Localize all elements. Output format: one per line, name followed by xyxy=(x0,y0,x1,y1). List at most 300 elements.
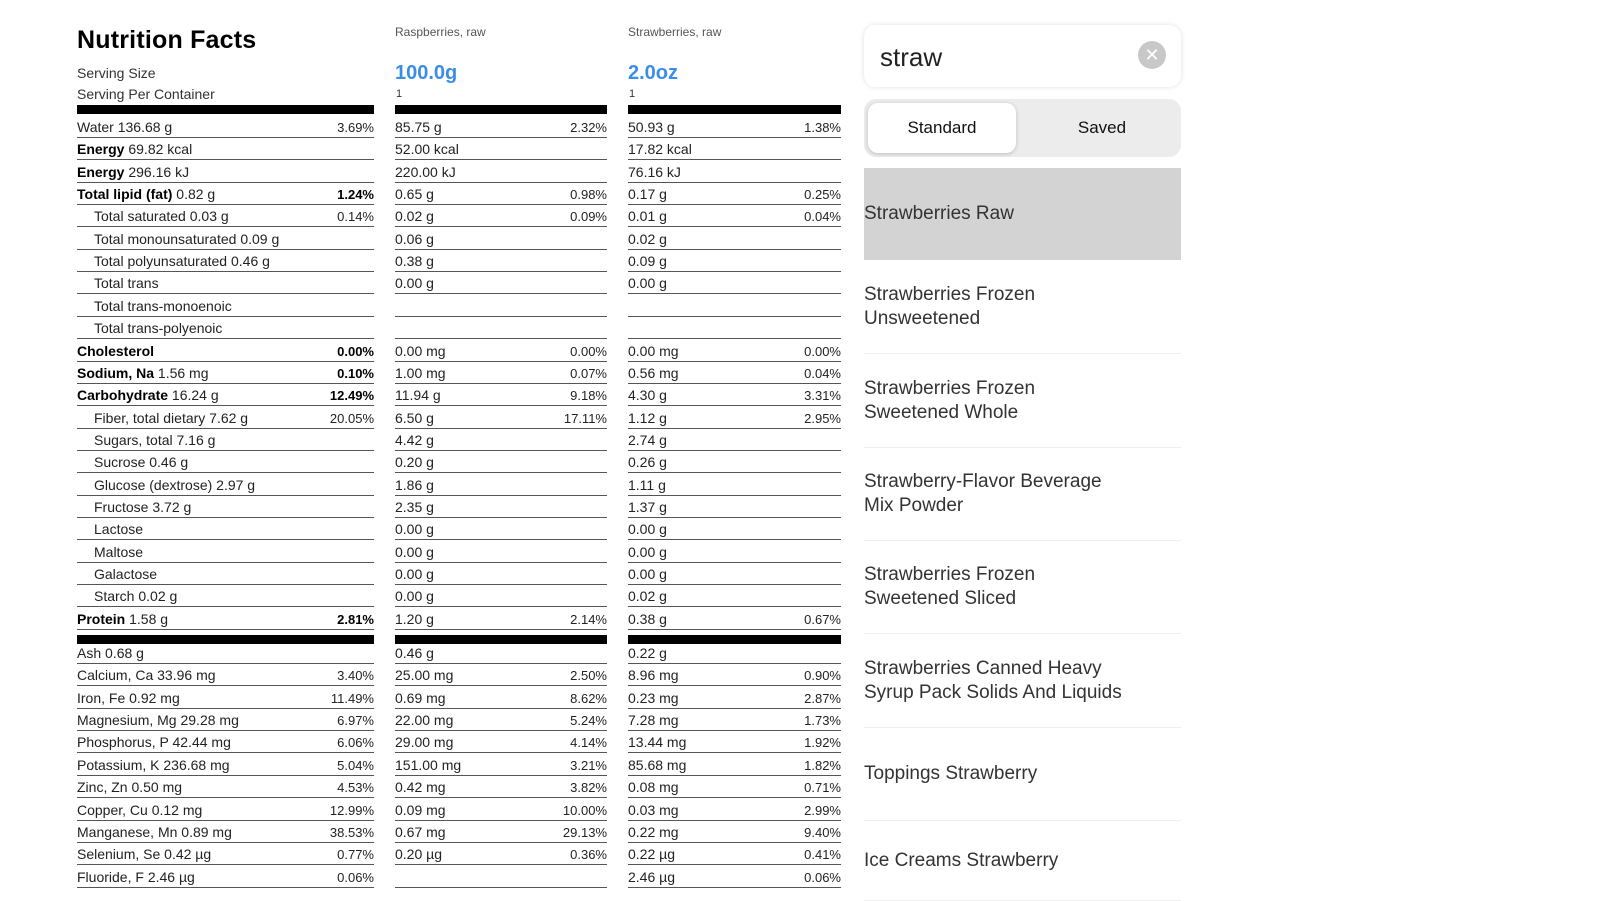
nutrient-amount: 7.16 g xyxy=(176,431,216,448)
nutrient-value: 0.00 g xyxy=(395,275,434,292)
nutrient-value xyxy=(77,164,189,180)
nutrient-percent: 4.53% xyxy=(337,780,374,796)
nutrient-percent: 0.00% xyxy=(570,343,607,359)
segment-saved[interactable]: Saved xyxy=(1077,118,1127,137)
nutrient-row-a xyxy=(395,451,607,473)
serving-amount-raspberries[interactable]: 100.0g xyxy=(395,62,458,84)
nutrient-row-b xyxy=(628,541,841,563)
nutrient-value: 0.22 mg xyxy=(628,823,679,840)
nutrient-percent: 8.62% xyxy=(570,690,607,706)
nutrient-row-total xyxy=(77,731,374,753)
search-result-label xyxy=(864,762,1037,786)
search-result-item[interactable] xyxy=(864,261,1181,354)
nutrient-amount: 0.02 g xyxy=(138,588,178,605)
nutrient-value: 0.65 g xyxy=(395,186,434,203)
nutrient-row-total xyxy=(77,687,374,709)
search-bar xyxy=(864,25,1181,87)
nutrient-value: 0.67 mg xyxy=(395,823,446,840)
nutrient-row-a xyxy=(395,843,607,865)
nutrient-row-b xyxy=(628,642,841,664)
nutrient-row-b xyxy=(628,295,841,317)
nutrient-label: Cholesterol xyxy=(77,342,155,359)
nutrient-value: 4.42 g xyxy=(395,431,434,448)
nutrient-percent: 0.67% xyxy=(804,611,841,627)
nutrient-amount: 2.97 g xyxy=(216,476,256,493)
nutrient-value: 0.20 g xyxy=(395,454,434,471)
nutrient-row-a xyxy=(395,496,607,518)
nutrient-percent: 0.10% xyxy=(337,365,374,381)
nutrient-row-b xyxy=(628,563,841,585)
nutrient-amount: 29.28 mg xyxy=(180,712,239,729)
nutrient-value: 1.20 g xyxy=(395,610,434,627)
nutrient-percent: 29.13% xyxy=(562,824,607,840)
nutrient-row-a xyxy=(395,295,607,317)
nutrient-row-a xyxy=(395,474,607,496)
nutrient-label: Potassium, K xyxy=(77,756,160,773)
search-result-item[interactable] xyxy=(864,448,1181,541)
nutrient-percent: 6.06% xyxy=(337,735,374,751)
nutrient-row-b xyxy=(628,518,841,540)
nutrient-percent: 0.14% xyxy=(337,209,374,225)
nutrient-row-total xyxy=(77,272,374,294)
nutrient-percent: 12.49% xyxy=(329,388,374,404)
search-result-item[interactable] xyxy=(864,821,1181,901)
nutrient-value: 0.08 mg xyxy=(628,779,679,796)
nutrient-value: 0.69 mg xyxy=(395,689,446,706)
nutrient-value: 0.00 g xyxy=(395,543,434,560)
search-result-item[interactable] xyxy=(864,635,1181,728)
nutrient-label: Total trans-polyenoic xyxy=(94,320,223,337)
nutrient-value xyxy=(77,611,168,627)
nutrient-row-a xyxy=(395,362,607,384)
nutrient-value xyxy=(77,802,202,818)
search-result-item[interactable] xyxy=(864,728,1181,821)
nutrient-row-a xyxy=(395,687,607,709)
nutrient-percent: 10.00% xyxy=(562,802,607,818)
nutrient-value xyxy=(77,645,144,661)
nutrient-value: 13.44 mg xyxy=(628,734,687,751)
nutrient-amount: 0.03 g xyxy=(189,208,229,225)
nutrient-label: Glucose (dextrose) xyxy=(94,476,213,493)
nutrient-value: 0.46 g xyxy=(395,645,434,662)
nutrient-row-total xyxy=(77,799,374,821)
nutrient-row-a xyxy=(395,317,607,339)
nutrient-label: Fiber, total dietary xyxy=(94,409,206,426)
nutrient-label: Total saturated xyxy=(94,208,186,225)
search-result-line: Sweetened Whole xyxy=(864,402,1019,423)
nutrient-row-b xyxy=(628,228,841,250)
nutrient-amount: 0.42 µg xyxy=(164,846,212,863)
nutrient-row-b xyxy=(628,731,841,753)
nutrient-percent: 3.21% xyxy=(570,757,607,773)
nutrient-row-b xyxy=(628,272,841,294)
nutrient-row-a xyxy=(395,407,607,429)
nutrient-value xyxy=(77,757,230,773)
nutrient-value: 0.00 mg xyxy=(628,342,679,359)
nutrient-row-b xyxy=(628,687,841,709)
nutrient-percent: 2.14% xyxy=(570,611,607,627)
nutrient-row-total xyxy=(77,821,374,843)
nutrient-amount: 1.56 mg xyxy=(157,364,209,381)
nutrient-amount: 0.50 mg xyxy=(131,779,183,796)
nutrient-percent: 5.24% xyxy=(570,713,607,729)
nutrient-row-total xyxy=(77,496,374,518)
search-result-label xyxy=(864,283,1035,331)
nutrient-value: 0.20 µg xyxy=(395,846,442,863)
nutrient-value: 1.12 g xyxy=(628,409,667,426)
nutrient-row-b xyxy=(628,451,841,473)
nutrient-amount: 0.89 mg xyxy=(181,823,232,840)
nutrient-percent: 0.06% xyxy=(337,869,374,885)
nutrient-amount: 296.16 kJ xyxy=(128,163,190,180)
nutrient-value xyxy=(77,824,232,840)
nutrient-row-a xyxy=(395,754,607,776)
nutrient-value: 0.02 g xyxy=(628,588,667,605)
nutrient-value: 0.02 g xyxy=(395,208,434,225)
nutrient-label: Copper, Cu xyxy=(77,801,148,818)
nutrient-value xyxy=(77,477,255,493)
nutrient-value: 0.42 mg xyxy=(395,779,446,796)
nutrient-percent: 1.38% xyxy=(804,120,841,135)
nutrient-value: 22.00 mg xyxy=(395,712,454,729)
thick-divider xyxy=(77,105,374,114)
nutrient-row-b xyxy=(628,138,841,160)
nutrient-value: 7.28 mg xyxy=(628,712,679,729)
nutrient-row-total xyxy=(77,138,374,160)
serving-count-raspberries: 1 xyxy=(396,88,403,100)
nutrient-label: Sugars, total xyxy=(94,431,173,448)
nutrient-row-total xyxy=(77,608,374,630)
search-result-line: Strawberries Canned Heavy xyxy=(864,658,1102,679)
nutrient-value: 220.00 kJ xyxy=(395,163,456,180)
nutrient-percent: 0.90% xyxy=(804,668,841,684)
nutrient-row-a xyxy=(395,205,607,227)
nutrient-value xyxy=(77,869,195,885)
nutrient-row-a xyxy=(395,384,607,406)
nutrient-value: 2.46 µg xyxy=(628,868,675,885)
nutrient-row-a xyxy=(395,799,607,821)
nutrient-label: Total polyunsaturated xyxy=(94,253,228,270)
nutrient-row-total xyxy=(77,518,374,540)
nutrient-row-a xyxy=(395,642,607,664)
serving-count-strawberries: 1 xyxy=(629,88,636,100)
nutrient-label: Carbohydrate xyxy=(77,387,169,404)
nutrient-row-total xyxy=(77,250,374,272)
nutrient-percent: 0.77% xyxy=(337,847,374,863)
nutrient-label: Iron, Fe xyxy=(77,689,126,706)
serving-amount-strawberries[interactable]: 2.0oz xyxy=(628,62,679,84)
nutrient-row-total xyxy=(77,664,374,686)
nutrient-label: Selenium, Se xyxy=(77,846,161,863)
nutrient-row-b xyxy=(628,799,841,821)
search-result-line: Mix Powder xyxy=(864,495,964,516)
nutrient-row-total xyxy=(77,429,374,451)
nutrient-value: 0.38 g xyxy=(395,253,434,270)
nutrient-row-total xyxy=(77,407,374,429)
nutrient-percent: 0.09% xyxy=(570,209,607,225)
nutrient-value xyxy=(77,387,219,403)
nutrient-row-a xyxy=(395,429,607,451)
nutrient-label: Energy xyxy=(77,141,125,158)
nutrient-amount: 0.68 g xyxy=(105,645,144,662)
nutrient-percent: 1.24% xyxy=(337,187,374,203)
nutrient-value: 0.00 g xyxy=(395,521,434,538)
nutrient-value xyxy=(77,141,192,157)
nutrient-row-b xyxy=(628,821,841,843)
nutrient-label: Maltose xyxy=(94,543,144,560)
search-result-item[interactable] xyxy=(864,541,1181,634)
nutrient-row-a xyxy=(395,585,607,607)
search-result-line: Syrup Pack Solids And Liquids xyxy=(864,682,1122,703)
nutrient-value: 0.06 g xyxy=(395,230,434,247)
nutrient-value xyxy=(77,566,157,582)
search-result-line: Strawberries Frozen xyxy=(864,284,1036,305)
nutrient-row-a xyxy=(395,776,607,798)
nutrient-value: 50.93 g xyxy=(628,119,675,135)
nutrient-label: Sucrose xyxy=(94,454,146,471)
nutrient-row-b xyxy=(628,474,841,496)
nutrient-percent: 38.53% xyxy=(329,824,374,840)
nutrient-value: 0.22 µg xyxy=(628,846,675,863)
nutrient-percent: 1.73% xyxy=(804,713,841,729)
nutrient-value xyxy=(77,275,159,291)
search-result-label xyxy=(864,657,1122,705)
nutrient-value: 2.35 g xyxy=(395,498,434,515)
nutrient-row-b xyxy=(628,384,841,406)
nutrient-label: Galactose xyxy=(94,566,158,582)
nutrient-percent: 20.05% xyxy=(329,410,374,426)
search-result-label xyxy=(864,849,1058,873)
search-result-line: Toppings Strawberry xyxy=(864,763,1038,784)
nutrient-label: Fructose xyxy=(94,498,149,515)
nutrient-row-total xyxy=(77,161,374,183)
nutrient-row-a xyxy=(395,563,607,585)
nutrient-percent: 1.92% xyxy=(804,735,841,751)
nutrient-percent: 1.82% xyxy=(804,757,841,773)
nutrient-row-a xyxy=(395,541,607,563)
nutrient-row-b xyxy=(628,250,841,272)
nutrient-value: 85.68 mg xyxy=(628,756,687,773)
nutrient-label: Calcium, Ca xyxy=(77,667,154,684)
segmented-control xyxy=(864,99,1181,157)
nutrient-value: 85.75 g xyxy=(395,119,442,135)
nutrient-value xyxy=(77,521,143,537)
nutrient-percent: 17.11% xyxy=(563,410,607,426)
nutrient-value: 1.37 g xyxy=(628,498,667,515)
nutrient-percent: 4.14% xyxy=(570,735,607,751)
nutrient-percent: 3.31% xyxy=(804,388,841,404)
nutrient-value xyxy=(77,846,211,862)
nutrient-value: 0.00 mg xyxy=(395,342,446,359)
nutrient-row-total xyxy=(77,754,374,776)
nutrient-row-a xyxy=(395,518,607,540)
nutrient-percent: 3.69% xyxy=(337,120,374,135)
nutrient-row-b xyxy=(628,585,841,607)
nutrient-value: 17.82 kcal xyxy=(628,141,692,158)
nutrient-value xyxy=(77,298,232,314)
nutrient-value: 52.00 kcal xyxy=(395,141,459,158)
nutrient-value: 25.00 mg xyxy=(395,667,454,684)
nutrient-percent: 0.71% xyxy=(804,780,841,796)
nutrient-amount: 69.82 kcal xyxy=(128,141,193,158)
nutrient-row-total xyxy=(77,474,374,496)
nutrient-value xyxy=(77,119,172,135)
servings-per-container-label: Serving Per Container xyxy=(77,86,215,102)
nutrient-value xyxy=(77,410,248,426)
nutrient-value: 76.16 kJ xyxy=(628,163,681,180)
search-result-line: Strawberries Frozen xyxy=(864,378,1036,399)
nutrient-row-b xyxy=(628,608,841,630)
nutrient-percent: 2.81% xyxy=(337,611,374,627)
nutrient-percent: 0.98% xyxy=(570,187,607,203)
nutrient-value xyxy=(77,208,229,224)
nutrient-label: Manganese, Mn xyxy=(77,823,178,840)
nutrient-row-total xyxy=(77,541,374,563)
nutrient-value xyxy=(77,320,222,336)
search-result-label xyxy=(864,470,1102,518)
nutrient-row-a xyxy=(395,340,607,362)
clear-search-icon[interactable]: ✕ xyxy=(1138,41,1166,69)
nutrient-value: 151.00 mg xyxy=(395,756,462,773)
nutrient-value: 0.26 g xyxy=(628,454,667,471)
nutrient-row-b xyxy=(628,407,841,429)
nutrient-value xyxy=(77,432,215,448)
nutrient-amount: 0.82 g xyxy=(176,186,216,203)
nutrient-value: 1.86 g xyxy=(395,476,434,493)
nutrient-row-a xyxy=(395,608,607,630)
nutrient-percent: 9.18% xyxy=(570,388,607,404)
search-result-item[interactable] xyxy=(864,355,1181,448)
nutrient-amount: 3.72 g xyxy=(152,498,192,515)
nutrient-label: Total monounsaturated xyxy=(94,230,237,247)
search-input[interactable] xyxy=(878,39,1132,75)
thick-divider xyxy=(628,105,841,114)
search-result-item[interactable] xyxy=(864,168,1181,260)
nutrient-value xyxy=(77,734,231,750)
nutrient-amount: 236.68 mg xyxy=(163,756,230,773)
nutrient-value: 0.09 mg xyxy=(395,801,446,818)
nutrient-label: Lactose xyxy=(94,521,144,538)
nutrient-percent: 12.99% xyxy=(329,802,374,818)
nutrient-label: Fluoride, F xyxy=(77,868,144,885)
nutrient-row-a xyxy=(395,709,607,731)
nutrient-row-total xyxy=(77,451,374,473)
nutrient-value xyxy=(77,365,209,381)
segment-standard[interactable]: Standard xyxy=(868,103,1016,153)
nutrient-value: 0.22 g xyxy=(628,645,667,662)
nutrient-value: 0.00 g xyxy=(628,543,667,560)
nutrient-row-total xyxy=(77,317,374,339)
nutrient-percent: 0.04% xyxy=(804,365,841,381)
search-result-label xyxy=(864,563,1035,611)
nutrient-percent: 2.87% xyxy=(804,690,841,706)
nutrient-row-total xyxy=(77,563,374,585)
nutrient-percent: 11.49% xyxy=(330,690,374,706)
nutrient-amount: 42.44 mg xyxy=(172,734,231,751)
nutrient-row-a xyxy=(395,866,607,888)
nutrient-percent: 0.41% xyxy=(804,847,841,863)
nutrient-row-a xyxy=(395,138,607,160)
nutrient-value xyxy=(77,544,143,560)
nutrient-percent: 5.04% xyxy=(337,757,374,773)
nutrient-percent: 2.99% xyxy=(804,802,841,818)
nutrient-amount: 0.12 mg xyxy=(151,801,203,818)
nutrient-label: Ash xyxy=(77,645,102,662)
nutrient-amount: 0.09 g xyxy=(240,230,280,247)
nutrient-percent: 0.36% xyxy=(570,847,607,863)
thick-divider xyxy=(395,105,607,114)
nutrient-value: 0.00 g xyxy=(628,566,667,582)
nutrient-value: 0.56 mg xyxy=(628,364,679,381)
nutrient-label: Phosphorus, P xyxy=(77,734,169,751)
nutrient-value: 29.00 mg xyxy=(395,734,454,751)
nutrient-label: Energy xyxy=(77,163,125,180)
search-result-line: Strawberries Raw xyxy=(864,203,1014,224)
serving-size-label: Serving Size xyxy=(77,65,156,81)
nutrient-percent: 0.04% xyxy=(804,209,841,225)
nutrient-value: 0.00 g xyxy=(395,566,434,582)
nutrient-value: 0.03 mg xyxy=(628,801,679,818)
nutrient-row-total xyxy=(77,228,374,250)
nutrient-row-b xyxy=(628,866,841,888)
nutrient-amount: 1.58 g xyxy=(129,610,169,627)
nutrient-value: 0.38 g xyxy=(628,610,667,627)
nutrient-value: 0.00 g xyxy=(628,521,667,538)
nutrient-row-b xyxy=(628,183,841,205)
nutrient-value xyxy=(77,499,191,515)
nutrient-value xyxy=(77,667,216,683)
nutrient-label: Total trans xyxy=(94,275,159,292)
nutrient-percent: 3.82% xyxy=(570,780,607,796)
nutrient-value: 11.94 g xyxy=(395,387,441,404)
nutrient-row-total xyxy=(77,183,374,205)
nutrient-label: Magnesium, Mg xyxy=(77,712,177,729)
nutrient-row-b xyxy=(628,843,841,865)
nutrient-row-total xyxy=(77,709,374,731)
page-title: Nutrition Facts xyxy=(77,26,257,54)
nutrient-value xyxy=(77,712,239,728)
nutrient-amount: 0.46 g xyxy=(230,253,270,270)
nutrient-row-a xyxy=(395,116,607,138)
nutrient-row-b xyxy=(628,362,841,384)
nutrient-row-total xyxy=(77,585,374,607)
nutrient-label: Zinc, Zn xyxy=(77,779,128,796)
nutrient-label: Starch xyxy=(94,588,135,605)
nutrient-row-b xyxy=(628,205,841,227)
nutrient-value: 1.00 mg xyxy=(395,364,446,381)
nutrient-row-total xyxy=(77,205,374,227)
nutrient-row-b xyxy=(628,664,841,686)
nutrient-value: 2.74 g xyxy=(628,431,667,448)
nutrient-value xyxy=(77,690,180,706)
nutrient-value xyxy=(77,343,154,359)
nutrient-percent: 0.25% xyxy=(804,187,841,203)
nutrient-row-total xyxy=(77,384,374,406)
nutrient-percent: 2.32% xyxy=(570,120,607,135)
nutrient-row-a xyxy=(395,228,607,250)
nutrient-value: 8.96 mg xyxy=(628,667,679,684)
food-name-strawberries: Strawberries, raw xyxy=(628,25,722,39)
nutrient-row-a xyxy=(395,250,607,272)
search-result-label xyxy=(864,377,1035,425)
nutrient-row-b xyxy=(628,116,841,138)
nutrient-row-a xyxy=(395,272,607,294)
nutrient-row-b xyxy=(628,754,841,776)
nutrient-percent: 0.00% xyxy=(804,343,841,359)
nutrient-amount: 2.46 µg xyxy=(147,868,195,885)
nutrient-amount: 16.24 g xyxy=(171,387,219,404)
nutrient-row-a xyxy=(395,183,607,205)
